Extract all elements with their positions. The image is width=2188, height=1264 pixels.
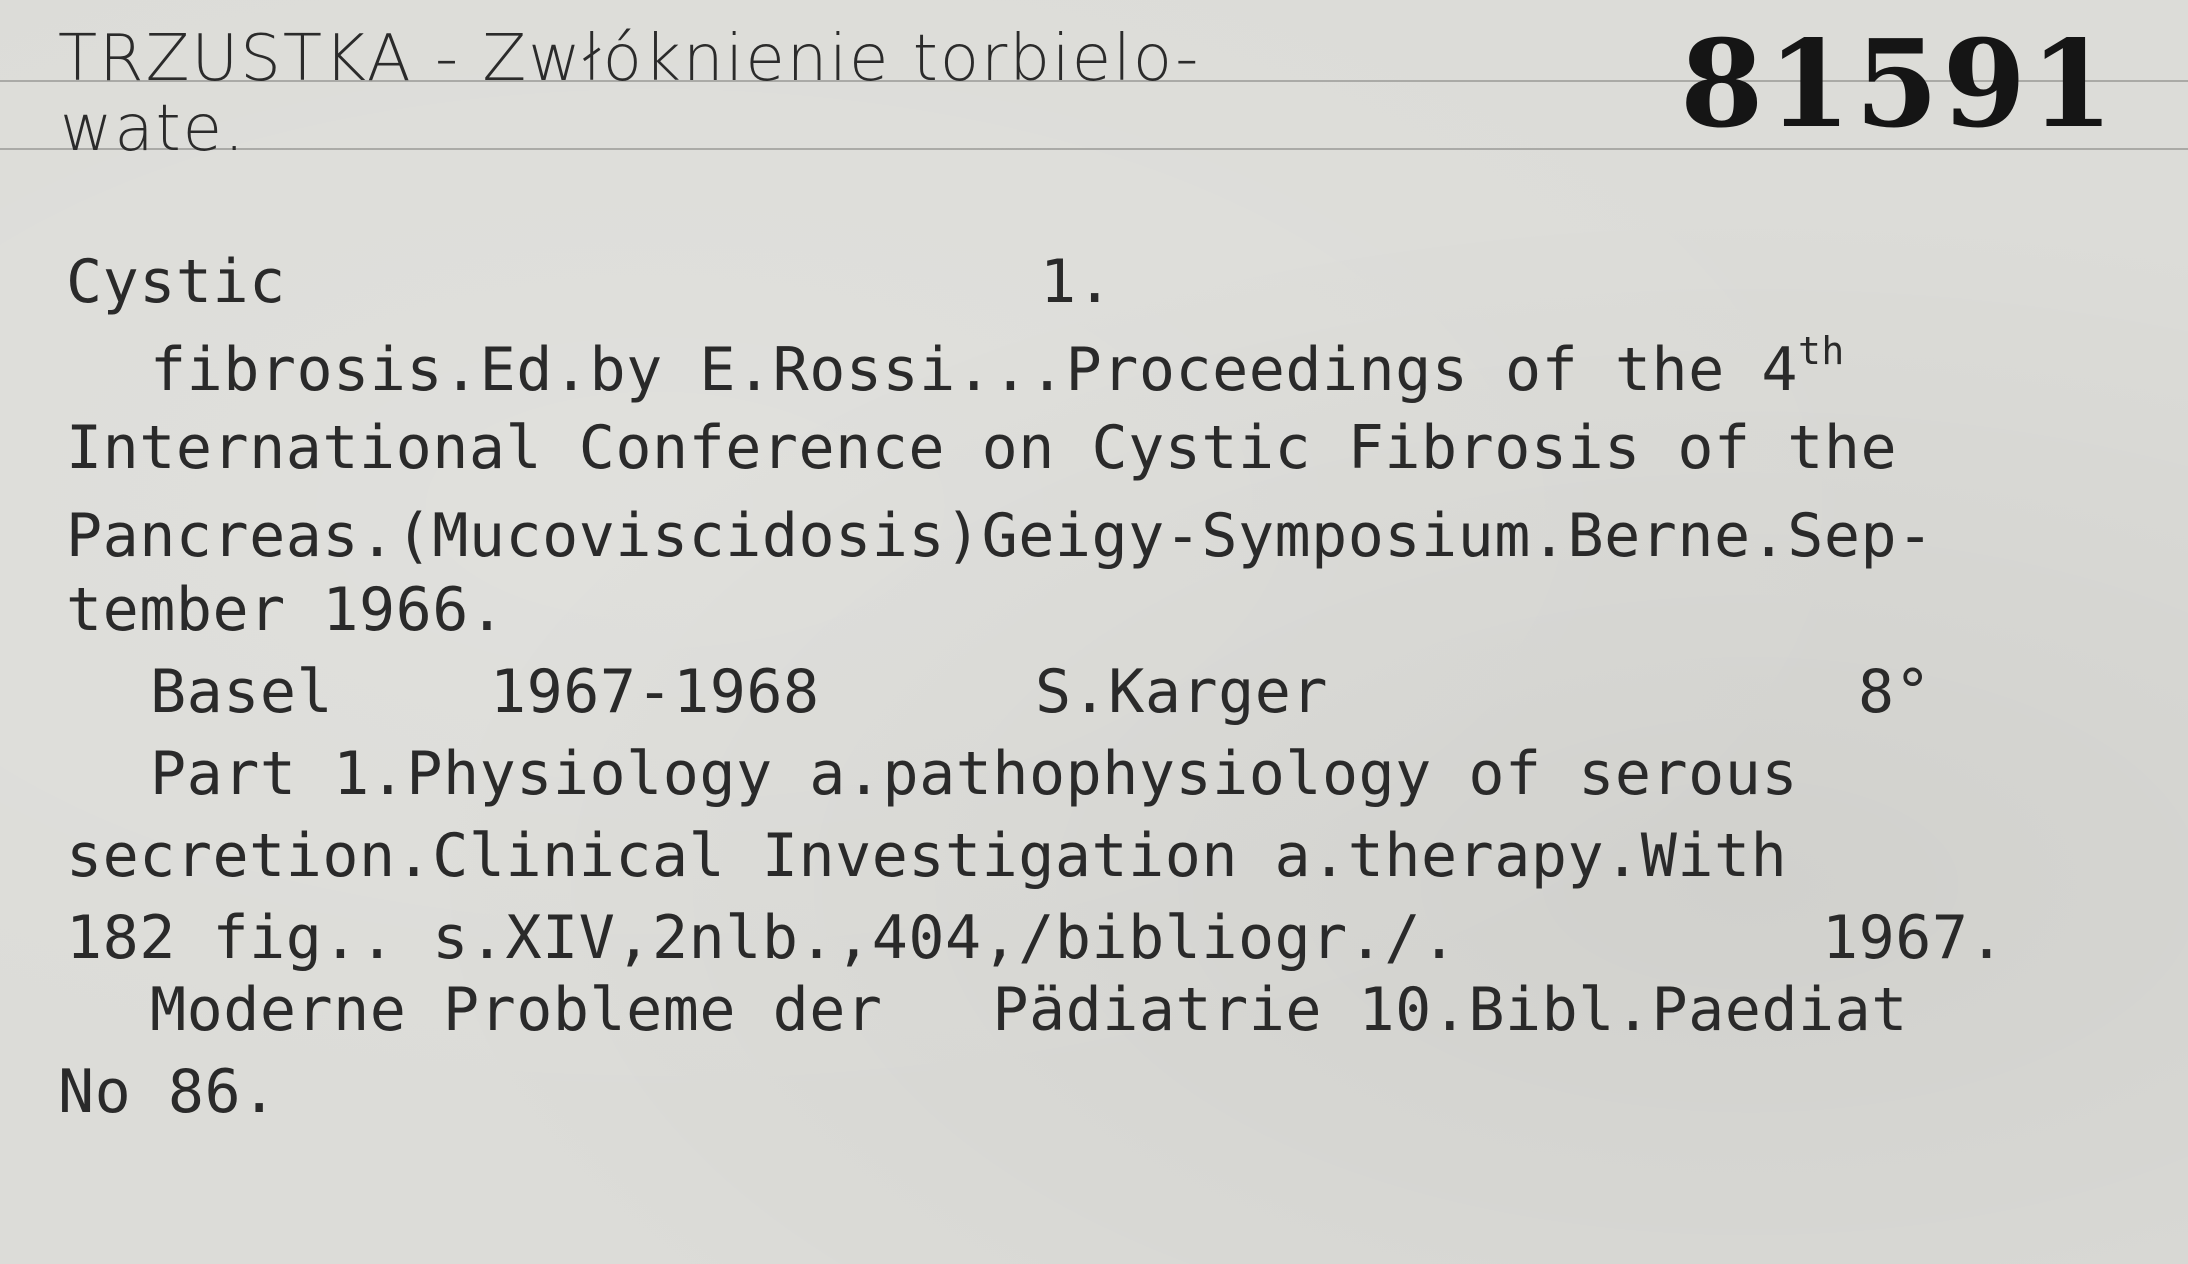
imprint-years: 1967-1968 — [490, 657, 820, 727]
volume-number: 1. — [1040, 247, 1114, 317]
subject-heading-line-1: TRZUSTKA - Zwłóknienie torbielo- — [58, 22, 1201, 96]
series-line-2: No 86. — [58, 1057, 278, 1127]
series-line-1: Moderne Probleme der Pädiatrie 10.Bibl.Paediat — [150, 975, 1908, 1045]
part-line-3-description: 182 fig.. s.XIV,2nlb.,404,/bibliogr./. — [66, 903, 1458, 973]
main-entry: Cystic — [66, 247, 286, 317]
part-line-2: secretion.Clinical Investigation a.therapy.With — [66, 821, 1788, 891]
title-line-1 — [150, 329, 1845, 405]
part-line-1: Part 1.Physiology a.pathophysiology of serous — [150, 739, 1799, 809]
ordinal-suffix: th — [1798, 329, 1845, 373]
accession-number: 81591 — [1680, 14, 2118, 155]
title-line-1-text: fibrosis.Ed.by E.Rossi...Proceedings of the 4 — [150, 335, 1799, 405]
title-line-4: tember 1966. — [66, 575, 506, 645]
imprint-publisher: S.Karger — [1035, 657, 1328, 727]
title-line-2: International Conference on Cystic Fibrosis of the — [66, 413, 1898, 483]
imprint-place: Basel — [150, 657, 334, 727]
subject-heading-line-2: wate. — [60, 92, 247, 166]
part-line-3-year: 1967. — [1822, 903, 2006, 973]
imprint-format: 8° — [1858, 657, 1932, 727]
title-line-3: Pancreas.(Mucoviscidosis)Geigy-Symposium.Berne.Sep- — [66, 501, 1934, 571]
